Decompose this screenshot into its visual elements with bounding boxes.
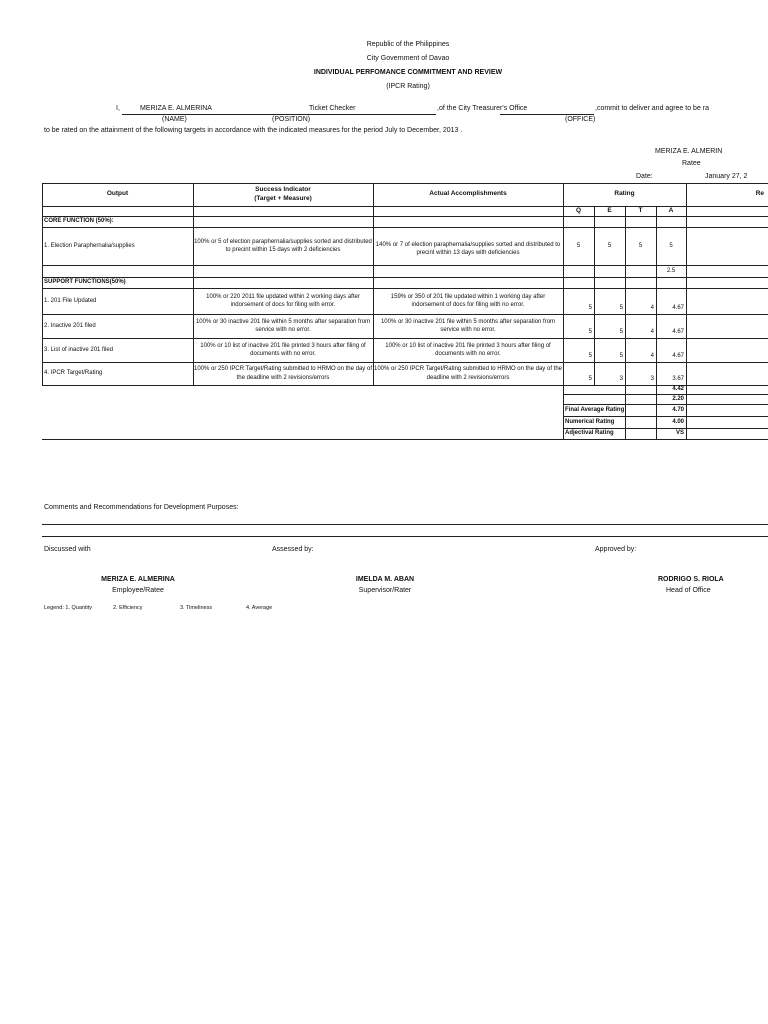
supervisor-role: Supervisor/Rater: [358, 587, 412, 594]
final-average-label: Final Average Rating: [565, 407, 625, 413]
legend-label: Legend: 1. Quantity: [44, 605, 93, 611]
rated-statement: to be rated on the attainment of the following targets in accordance with the indicated measures for the period July to December, 2013 .: [44, 127, 463, 134]
rating-a: 4.67: [672, 353, 684, 359]
indicator-cell: 100% or 5 of election paraphernalia/supplies sorted and distributed to precint within 15 days with 2 deficiencies: [194, 238, 372, 253]
legend-efficiency: 2. Efficiency: [113, 605, 143, 611]
comments-line-2: [42, 536, 768, 537]
legend-timeliness: 3. Timeliness: [180, 605, 213, 611]
commitment-position: Ticket Checker: [309, 105, 356, 112]
rating-a: 3.67: [672, 376, 684, 382]
actual-cell: 140% or 7 of election paraphernalia/supplies sorted and distributed to precint within 13 days with deficiencies: [375, 241, 561, 256]
column-header-actual: Actual Accomplishments: [429, 190, 507, 198]
commitment-pronoun: I,: [116, 105, 120, 112]
assessed-by-label: Assessed by:: [272, 546, 314, 553]
rating-q: 5: [588, 376, 592, 382]
rating-t: 4: [650, 305, 654, 311]
rating-a: 4.67: [672, 329, 684, 335]
header-line2: City Government of Davao: [366, 55, 450, 62]
column-header-output: Output: [106, 190, 129, 198]
rating-a: 4.67: [672, 305, 684, 311]
actual-cell: 100% or 250 IPCR Target/Rating submitted to HRMO on the day of the deadline with 2 revisions/errors: [374, 366, 562, 381]
rating-a: 5: [669, 242, 673, 249]
commitment-name: MERIZA E. ALMERINA: [140, 105, 212, 112]
document-subtitle: (IPCR Rating): [386, 83, 430, 90]
date-label: Date:: [636, 173, 653, 180]
final-average-value: 4.70: [672, 407, 684, 413]
output-cell: 2. Inactive 201 filed: [44, 322, 96, 329]
core-function-label: CORE FUNCTION (50%):: [44, 218, 114, 225]
commitment-office: ,of the City Treasurer's Office: [437, 105, 528, 112]
document-title: INDIVIDUAL PERFOMANCE COMMITMENT AND REVIEW: [313, 69, 503, 76]
column-header-remarks: Re: [755, 190, 764, 198]
rating-q: 5: [588, 353, 592, 359]
rating-q: 5: [588, 305, 592, 311]
core-subtotal: 2.5: [666, 267, 676, 274]
output-cell: 1. 201 File Updated: [44, 297, 97, 304]
numerical-rating-label: Numerical Rating: [565, 419, 615, 425]
column-header-success-indicator: [193, 183, 373, 206]
ratee-name: MERIZA E. ALMERIN: [655, 148, 723, 155]
indicator-cell: 100% or 30 inactive 201 file within 5 months after separation from service with no error.: [195, 318, 371, 333]
commitment-commit-text: ,commit to deliver and agree to be ra: [595, 105, 710, 112]
rating-t: 3: [650, 376, 654, 382]
success-indicator-line2: (Target + Measure): [254, 194, 312, 202]
output-cell: 3. List of inactive 201 filed: [44, 346, 114, 353]
rating-e: 5: [607, 242, 612, 249]
column-header-rating: Rating: [614, 190, 635, 198]
date-value: January 27, 2: [705, 173, 748, 180]
adjectival-rating-label: Adjectival Rating: [565, 430, 614, 436]
support-function-label: SUPPORT FUNCTIONS(50%): [44, 279, 126, 286]
numerical-rating-value: 4.00: [672, 419, 684, 425]
rating-a-header: A: [668, 206, 674, 214]
discussed-with-label: Discussed with: [44, 546, 91, 553]
office-label: (OFFICE): [565, 116, 596, 123]
support-subtotal: 2.20: [672, 396, 684, 402]
rating-e: 5: [619, 305, 623, 311]
position-label: (POSITION): [272, 116, 311, 123]
supervisor-name: IMELDA M. ABAN: [355, 576, 415, 583]
header-line1: Republic of the Philippines: [366, 41, 450, 48]
rating-t: 4: [650, 353, 654, 359]
indicator-cell: 100% or 220 2011 file updated within 2 working days after indorsement of docs for filing with error.: [206, 293, 360, 308]
legend-average: 4. Average: [246, 605, 273, 611]
rating-e: 3: [619, 376, 623, 382]
output-cell: 4. IPCR Target/Rating: [44, 370, 103, 377]
indicator-cell: 100% or 250 IPCR Target/Rating submitted to HRMO on the day of the deadline with 2 revisions/errors: [194, 366, 372, 381]
success-indicator-line1: Success Indicator: [255, 185, 311, 193]
rating-e-header: E: [607, 206, 612, 214]
actual-cell: 100% or 10 list of inactive 201 file printed 3 hours after filing of documents with no error.: [385, 342, 551, 357]
approved-by-label: Approved by:: [595, 546, 637, 553]
rating-q-header: Q: [575, 206, 582, 214]
comments-label: Comments and Recommendations for Development Purposes:: [44, 504, 239, 511]
rating-e: 5: [619, 329, 623, 335]
output-cell: 1. Election Paraphernalia/supplies: [44, 242, 135, 249]
rating-t: 5: [638, 242, 643, 249]
employee-role: Employee/Ratee: [112, 587, 164, 594]
rating-t-header: T: [638, 206, 643, 214]
rating-e: 5: [619, 353, 623, 359]
head-name: RODRIGO S. RIOLA: [658, 576, 724, 583]
actual-cell: 159% or 350 of 201 file updated within 1 working day after indorsement of docs for filing with no error.: [390, 293, 546, 308]
support-average: 4.42: [672, 386, 684, 392]
indicator-cell: 100% or 10 list of inactive 201 file printed 3 hours after filing of documents with no error.: [200, 342, 366, 357]
rating-q: 5: [576, 242, 581, 249]
name-label: (NAME): [162, 116, 187, 123]
rating-t: 4: [650, 329, 654, 335]
head-role: Head of Office: [666, 587, 711, 594]
actual-cell: 100% or 30 inactive 201 file within 5 months after separation from service with no error.: [380, 318, 556, 333]
comments-line-1: [42, 524, 768, 525]
rating-q: 5: [588, 329, 592, 335]
ratee-label: Ratee: [682, 160, 701, 167]
employee-name: MERIZA E. ALMERINA: [101, 576, 175, 583]
adjectival-rating-value: VS: [675, 430, 684, 436]
